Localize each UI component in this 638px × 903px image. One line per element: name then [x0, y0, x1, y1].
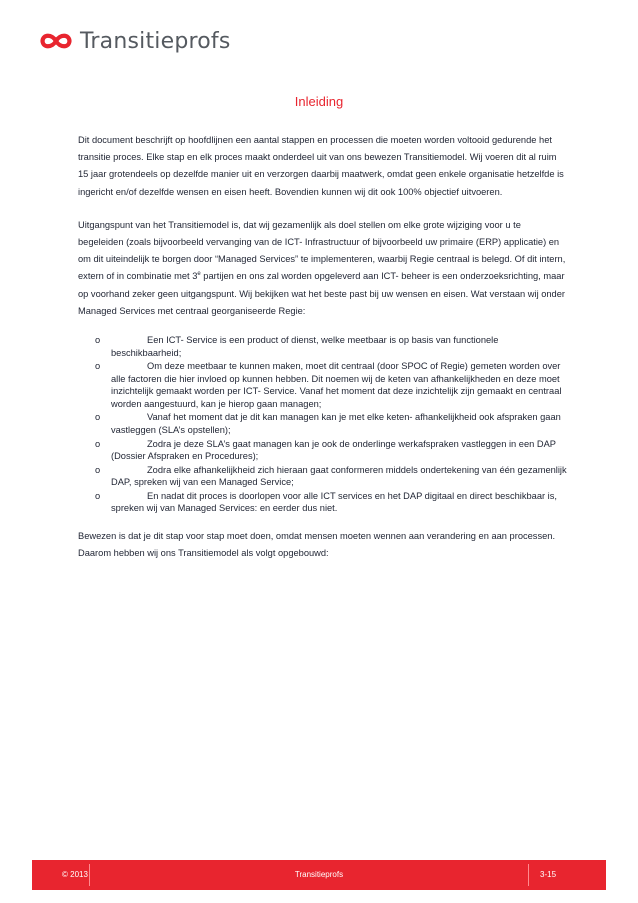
list-item	[78, 438, 568, 463]
footer-divider	[528, 864, 529, 886]
footer-page-number: 3-15	[540, 870, 557, 879]
paragraph-uitgangspunt	[78, 217, 568, 320]
logo	[38, 26, 231, 56]
bullet-text: Zodra elke afhankelijkheid zich hieraan gaat conformeren middels ondertekening van één gezamenlijk DAP, spreken wij van een Managed Service;	[111, 464, 567, 488]
paragraph-intro: Dit document beschrijft op hoofdlijnen een aantal stappen en processen die moeten worden voltooid gedurende het transitie proces. Elke stap en elk proces maakt onderdeel uit van ons bewezen Transitiemodel. Wij voeren dit al ruim 15 jaar grotendeels op dezelfde manier uit en verzorgen daarbij maatwerk, omdat geen enkele organisatie hetzelfde is ingericht en/of dezelfde wensen en eisen heeft. Bovendien kunnen wij dit ook 100% objectief uitvoeren.	[78, 135, 564, 197]
bullet-marker: o	[95, 361, 101, 372]
bullet-text: Om deze meetbaar te kunnen maken, moet dit centraal (door SPOC of Regie) gemeten worden over alle factoren die hier invloed op kunnen hebben. Dit noemen wij de keten van afhankelijkheden en deze moet inzichtelijk gemaakt worden per ICT- Service. Vanaf het moment dat deze inzichtelijk zijn gemaakt en centraal worden aangestuurd, kan je hierop gaan managen;	[111, 361, 562, 409]
logo-text: Transitieprofs	[80, 28, 231, 54]
bullet-text: Een ICT- Service is een product of dienst, welke meetbaar is op basis van functionele beschikbaarheid;	[111, 335, 499, 358]
paragraph-uitgangspunt-part-a: Uitgangspunt van het Transitiemodel is, dat wij gezamenlijk als doel stellen om elke grote wijziging voor u te begeleiden (zoals bijvoorbeeld vervanging van de ICT- Infrastructuur of bijvoorbeeld uw primaire (ERP) applicatie) en om dit uiteindelijk te borgen door “Managed Services” te implementeren, waarbij Regie centraal is belegd. Of dit intern, extern of in combinatie met 3	[78, 219, 566, 282]
list-item	[78, 360, 568, 410]
bullet-list	[78, 334, 568, 515]
footer-company: Transitieprofs	[294, 870, 344, 879]
list-item	[78, 334, 568, 359]
bullet-marker: o	[95, 464, 101, 475]
footer-copyright: © 2013	[62, 870, 88, 879]
bullet-text: Zodra je deze SLA’s gaat managen kan je ook de onderlinge werkafspraken vastleggen in een DAP (Dossier Afspraken en Procedures);	[111, 438, 556, 462]
bullet-text: Vanaf het moment dat je dit kan managen kan je met elke keten- afhankelijkheid ook afspraken gaan vastleggen (SLA’s opstellen);	[111, 412, 561, 435]
superscript-e: e	[197, 271, 201, 278]
bullet-marker: o	[95, 438, 101, 449]
list-item	[78, 464, 568, 489]
page-footer	[32, 860, 606, 890]
paragraph-bewezen: Bewezen is dat je dit stap voor stap moet doen, omdat mensen moeten wennen aan verandering en aan processen. Daarom hebben wij ons Transitiemodel als volgt opgebouwd:	[78, 530, 556, 559]
document-body	[78, 132, 568, 562]
bullet-marker: o	[95, 490, 101, 501]
list-item	[78, 490, 568, 515]
bullet-marker: o	[95, 412, 101, 423]
list-item	[78, 411, 568, 436]
infinity-logo-icon	[38, 30, 74, 52]
bullet-text: En nadat dit proces is doorlopen voor alle ICT services en het DAP digitaal en direct beschikbaar is, spreken wij van Managed Services: en eerder dus niet.	[111, 490, 557, 514]
page-title: Inleiding	[294, 94, 344, 109]
paragraph-uitgangspunt-part-b: partijen en ons zal worden opgeleverd aan ICT- beheer is een onderzoeksrichting, maar op voorhand zeker geen uitgangspunt. Wij bekijken wat het beste past bij uw wensen en eisen. Wat verstaan wij onder Managed Services met centraal georganiseerde Regie:	[78, 271, 565, 316]
bullet-marker: o	[95, 335, 101, 346]
